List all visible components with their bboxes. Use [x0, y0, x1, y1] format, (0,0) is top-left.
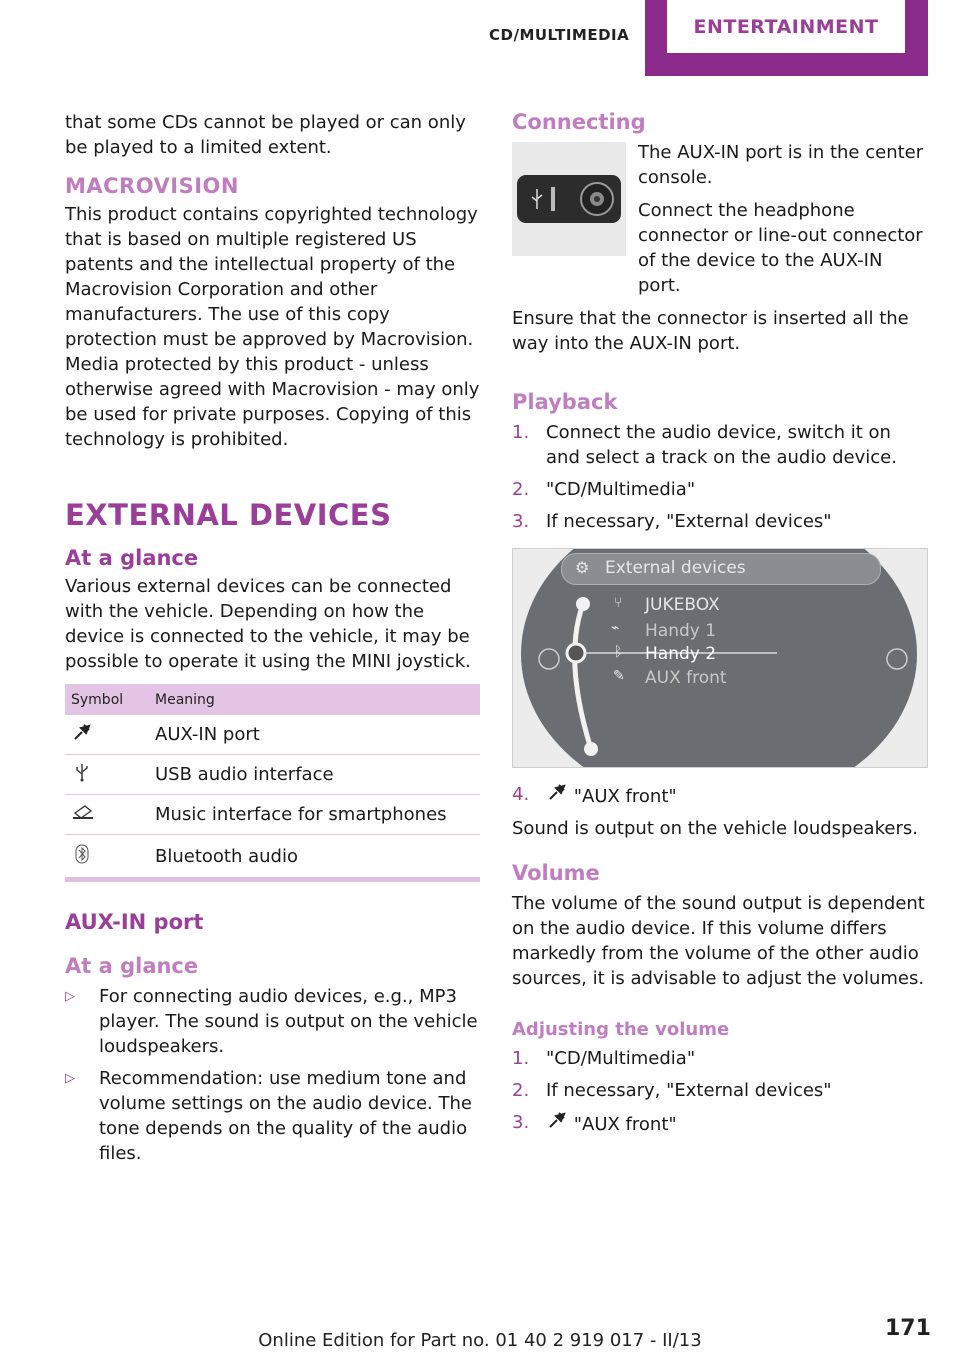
volume-heading: Volume [512, 861, 600, 885]
screen-item-jukebox[interactable]: JUKEBOX [645, 595, 720, 615]
macrovision-heading: MACROVISION [65, 174, 239, 198]
triangle-bullet-icon: ▷ [65, 1071, 75, 1086]
screen-title: External devices [605, 558, 746, 578]
center-console-image [512, 142, 626, 256]
aux-plug-icon [546, 782, 568, 809]
macrovision-paragraph: This product contains copyrighted technology that is based on multiple registered US patents and the intellectual property of the Macrovision Corporation and other manufacturers. The use of this copy protection must be approved by Macrovision. Media protected by this product - unless otherwise agreed with Macrovision - may only be used for private purposes. Copying of this technology is prohibited. [65, 204, 480, 450]
list-item: 4. "AUX front" [512, 784, 677, 807]
at-a-glance-heading: At a glance [65, 546, 199, 570]
usb-icon: ⑂ [614, 595, 623, 611]
external-devices-screen [512, 548, 928, 768]
table-row [65, 755, 480, 795]
external-devices-heading: EXTERNAL DEVICES [65, 498, 392, 532]
chapter-tab-entertainment[interactable]: ENTERTAINMENT [667, 0, 905, 53]
bluetooth-icon: ᛒ [614, 644, 623, 660]
aux-at-a-glance-heading: At a glance [65, 954, 199, 978]
playback-step-4 [512, 782, 928, 809]
connecting-heading: Connecting [512, 110, 646, 134]
playback-steps [512, 420, 928, 534]
usb-icon [71, 762, 93, 786]
aux-bullet-list [65, 984, 480, 1166]
intro-paragraph: that some CDs cannot be played or can only be played to a limited extent. [65, 112, 466, 158]
symbol-table [65, 684, 480, 882]
list-item: ▷ For connecting audio devices, e.g., MP3 player. The sound is output on the vehicle loudspeakers. [65, 986, 478, 1057]
table-cell-meaning: USB audio interface [149, 755, 480, 795]
left-column [65, 110, 480, 1173]
edition-footer: Online Edition for Part no. 01 40 2 919 017 - II/13 [258, 1330, 702, 1351]
table-cell-meaning: AUX-IN port [149, 715, 480, 755]
list-item: 2. "CD/Multimedia" [512, 479, 696, 500]
list-item: 1. "CD/Multimedia" [512, 1048, 696, 1069]
smartphone-icon [71, 803, 93, 825]
triangle-bullet-icon: ▷ [65, 989, 75, 1004]
aux-plug-icon [546, 1110, 568, 1137]
list-item: ▷ Recommendation: use medium tone and volume settings on the audio device. The tone depends on the quality of the audio files. [65, 1068, 472, 1164]
aux-plug-icon: ✎ [613, 668, 625, 684]
list-item: 2. If necessary, "External devices" [512, 1080, 832, 1101]
screen-item-handy-2[interactable]: Handy 2 [645, 644, 717, 664]
page-number: 171 [885, 1316, 931, 1341]
header-chapter-tab [645, 0, 928, 76]
table-header-meaning: Meaning [149, 684, 480, 715]
adjusting-volume-heading: Adjusting the volume [512, 1019, 730, 1040]
table-header-row [65, 684, 480, 715]
list-item: 3. "AUX front" [512, 1112, 677, 1135]
table-row [65, 715, 480, 755]
aux-in-port-heading: AUX-IN port [65, 910, 204, 934]
bluetooth-icon [71, 844, 93, 868]
aux-plug-icon [71, 722, 93, 746]
header-section-label: CD/MULTIMEDIA [489, 26, 630, 44]
connecting-paragraph-3: Ensure that the connector is inserted all the way into the AUX-IN port. [512, 308, 909, 354]
connecting-paragraph-2: Connect the headphone connector or line-out connector of the device to the AUX-IN port. [638, 200, 923, 296]
table-row [65, 835, 480, 880]
adjust-steps [512, 1046, 928, 1137]
list-item: 1. Connect the audio device, switch it on and select a track on the audio device. [512, 422, 897, 468]
sound-output-paragraph: Sound is output on the vehicle loudspeakers. [512, 818, 918, 839]
connecting-paragraph-1: The AUX-IN port is in the center console. [638, 142, 924, 188]
screen-list-icon: ⚙ [575, 558, 590, 577]
table-cell-meaning: Bluetooth audio [149, 835, 480, 880]
table-row [65, 795, 480, 835]
at-a-glance-paragraph: Various external devices can be connected with the vehicle. Depending on how the device is connected to the vehicle, it may be possible to operate it using the MINI joystick. [65, 576, 471, 672]
smartphone-icon: ⌁ [611, 620, 620, 636]
table-header-symbol: Symbol [65, 684, 149, 715]
screen-item-handy-1[interactable]: Handy 1 [645, 621, 717, 641]
screen-selector-arc [513, 549, 927, 767]
list-item: 3. If necessary, "External devices" [512, 511, 832, 532]
table-cell-meaning: Music interface for smartphones [149, 795, 480, 835]
volume-paragraph: The volume of the sound output is dependent on the audio device. If this volume differs markedly from the volume of the other audio sources, it is advisable to adjust the volumes. [512, 893, 925, 989]
right-column [512, 110, 928, 1149]
screen-item-aux-front[interactable]: AUX front [645, 668, 727, 688]
playback-heading: Playback [512, 390, 618, 414]
